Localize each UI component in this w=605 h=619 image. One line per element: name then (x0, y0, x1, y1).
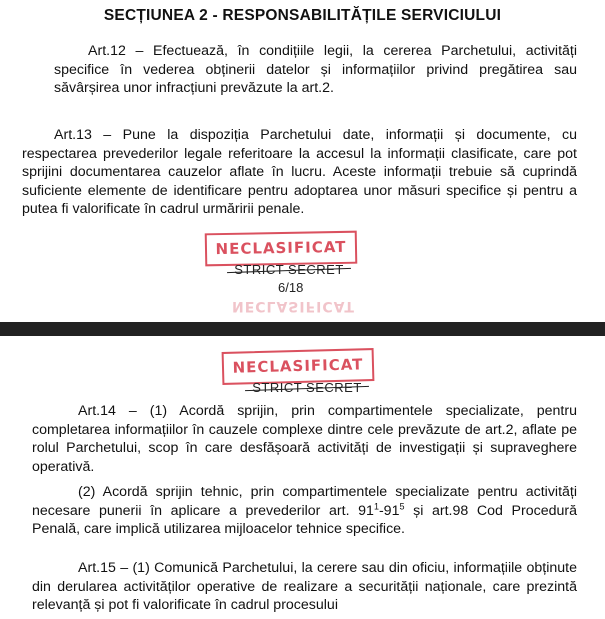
article-14-paragraph-2 (32, 483, 577, 539)
article-14-paragraph-1 (32, 402, 577, 476)
article-14-2-text-a: (2) Acordă sprijin tehnic, prin compartimentele specializate pentru activități necesare punerii în aplicare a prevederilor art. 91 (32, 484, 577, 519)
document-page-2 (0, 336, 605, 619)
superscript-1: 1 (373, 500, 379, 511)
strict-secret-struck: STRICT SECRET (230, 262, 348, 277)
section-heading: SECȚIUNEA 2 - RESPONSABILITĂȚILE SERVICIULUI (103, 7, 502, 24)
article-14-2-block (32, 483, 577, 539)
neclasificat-stamp: NECLASIFICAT (222, 348, 375, 385)
superscript-5: 5 (399, 500, 405, 511)
article-13-text: Art.13 – Pune la dispoziția Parchetului date, informații și documente, cu respectarea prevederilor legale referitoare la accesul la informații clasificate, care pot sprijini documentarea cauzelor aflate în lucru. Aceste informații trebuie să cuprindă suficiente elemente de identificare pentru adoptarea unor măsuri specifice și pentru a putea fi valorificate în cadrul urmăririi penale. (22, 127, 577, 218)
page-separator (0, 322, 605, 336)
article-12-text: Art.12 – Efectuează, în condițiile legii, la cererea Parchetului, activități specifice în vederea obținerii datelor și informațiilor privind pregătirea sau săvârșirea unor infracțiuni prevăzute la art.2. (54, 43, 577, 97)
article-14-2-text-c: și art.98 Cod Procedură Penală, care implică utilizarea mijloacelor tehnice specifice. (32, 502, 577, 538)
neclasificat-stamp: NECLASIFICAT (205, 231, 358, 267)
article-15 (32, 559, 577, 615)
strict-secret-struck: STRICT SECRET (248, 380, 366, 395)
page-number: 6/18 (278, 280, 304, 295)
article-12 (54, 42, 577, 98)
article-14-2-text-b: -91 (378, 502, 400, 519)
stamp-bleed-through: NECLASIFICAT (232, 298, 355, 314)
article-14-1-text: Art.14 – (1) Acordă sprijin, prin compartimentele specializate, pentru completarea informațiilor în cauzele complexe dintre cele prevăzute de art.2, aflate pe rolul Parchetului, scop în care desfășoară activități de investigații și supraveghere operativă. (32, 403, 577, 475)
article-13 (22, 126, 577, 219)
article-15-text: Art.15 – (1) Comunică Parchetului, la cerere sau din oficiu, informațiile obținute din derularea activităților operative de realizare a securității naționale, care prezintă relevanță și pot fi valorificate în cadrul procesului (32, 560, 577, 614)
